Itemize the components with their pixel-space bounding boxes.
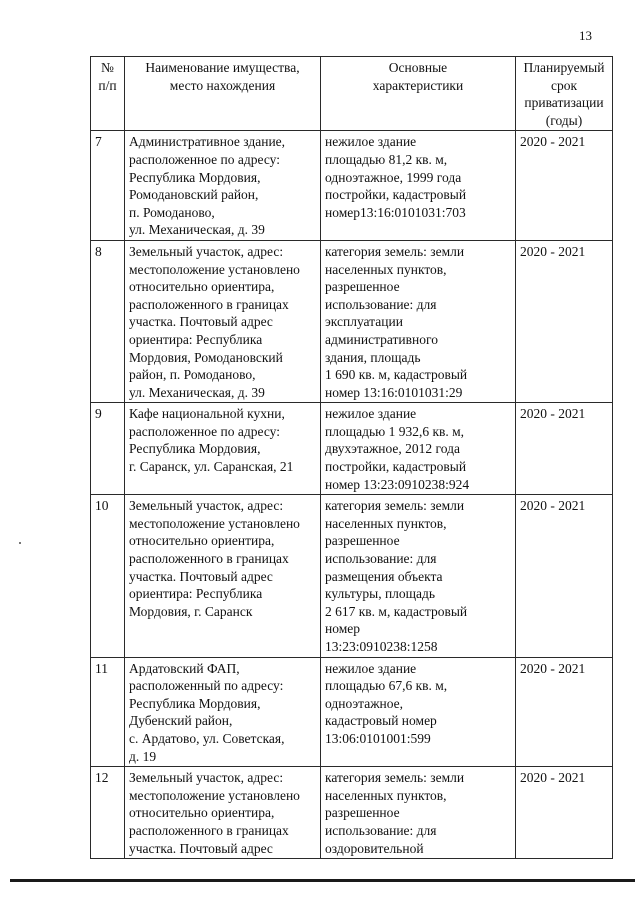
bottom-rule — [10, 879, 635, 882]
row-number: 8 — [91, 240, 125, 402]
text-line: ул. Механическая, д. 39 — [129, 222, 265, 238]
property-name-cell — [125, 495, 321, 657]
characteristics-cell — [321, 131, 516, 241]
text-line: номер 13:23:0910238:924 — [325, 476, 470, 492]
text-line: п. Ромоданово, — [129, 204, 215, 220]
text-line: использование: для — [325, 296, 437, 312]
text-line: расположенное по адресу: — [129, 151, 280, 167]
text-line: г. Саранск, ул. Саранская, 21 — [129, 459, 294, 475]
characteristics-cell — [321, 240, 516, 402]
header-name — [125, 57, 321, 131]
text-line: участка. Почтовый адрес — [129, 840, 273, 856]
text-line: населенных пунктов, — [325, 515, 447, 531]
text-line: (годы) — [545, 112, 583, 128]
text-line: место нахождения — [169, 77, 276, 93]
privatization-term-cell: 2020 - 2021 — [516, 767, 613, 859]
text-line: разрешенное — [325, 805, 400, 821]
text-line: Кафе национальной кухни, — [129, 406, 285, 422]
text-line: участка. Почтовый адрес — [129, 568, 273, 584]
page-number: 13 — [579, 28, 592, 43]
header-term — [516, 57, 613, 131]
text-line: эксплуатации — [325, 314, 403, 330]
property-table — [90, 56, 613, 859]
text-line: Ромодановский район, — [129, 187, 259, 203]
row-number: 10 — [91, 495, 125, 657]
text-line: категория земель: земли — [325, 243, 465, 259]
text-line: 1 690 кв. м, кадастровый — [325, 367, 468, 383]
text-line: использование: для — [325, 822, 437, 838]
privatization-term-cell: 2020 - 2021 — [516, 240, 613, 402]
privatization-term-cell: 2020 - 2021 — [516, 495, 613, 657]
text-line: номер 13:16:0101031:29 — [325, 384, 463, 400]
text-line: Республика Мордовия, — [129, 441, 261, 457]
margin-mark — [19, 542, 21, 544]
text-line: площадью 1 932,6 кв. м, — [325, 423, 465, 439]
text-line: расположенный по адресу: — [129, 678, 284, 694]
text-line: район, п. Ромоданово, — [129, 367, 256, 383]
table-row — [91, 767, 613, 859]
text-line: категория земель: земли — [325, 770, 465, 786]
text-line: постройки, кадастровый — [325, 187, 467, 203]
text-line: местоположение установлено — [129, 515, 300, 531]
text-line: Республика Мордовия, — [129, 695, 261, 711]
row-number: 7 — [91, 131, 125, 241]
text-line: расположенного в границах — [129, 551, 289, 567]
text-line: 13:06:0101001:599 — [325, 730, 431, 746]
text-line: здания, площадь — [325, 349, 421, 365]
text-line: Республика Мордовия, — [129, 169, 261, 185]
text-line: площадью 81,2 кв. м, — [325, 151, 448, 167]
header-num — [91, 57, 125, 131]
privatization-term-cell: 2020 - 2021 — [516, 657, 613, 767]
text-line: оздоровительной — [325, 840, 424, 856]
text-line: нежилое здание — [325, 134, 417, 150]
text-line: приватизации — [524, 95, 604, 111]
characteristics-cell — [321, 403, 516, 495]
text-line: постройки, кадастровый — [325, 459, 467, 475]
row-number: 9 — [91, 403, 125, 495]
text-line: разрешенное — [325, 279, 400, 295]
property-name-cell — [125, 240, 321, 402]
text-line: ориентира: Республика — [129, 586, 263, 602]
text-line: Мордовия, г. Саранск — [129, 603, 253, 619]
text-line: расположенного в границах — [129, 822, 289, 838]
text-line: д. 19 — [129, 748, 157, 764]
property-name-cell — [125, 767, 321, 859]
text-line: характеристики — [372, 77, 464, 93]
text-line: использование: для — [325, 551, 437, 567]
table-body — [91, 131, 613, 859]
characteristics-cell — [321, 657, 516, 767]
table-row — [91, 657, 613, 767]
row-number: 12 — [91, 767, 125, 859]
text-line: расположенное по адресу: — [129, 423, 280, 439]
text-line: населенных пунктов, — [325, 787, 447, 803]
table-header-row — [91, 57, 613, 131]
text-line: относительно ориентира, — [129, 533, 275, 549]
header-characteristics — [321, 57, 516, 131]
text-line: номер13:16:0101031:703 — [325, 204, 466, 220]
property-name-cell — [125, 403, 321, 495]
text-line: нежилое здание — [325, 406, 417, 422]
text-line: Земельный участок, адрес: — [129, 498, 284, 514]
text-line: одноэтажное, 1999 года — [325, 169, 462, 185]
text-line: населенных пунктов, — [325, 261, 447, 277]
property-name-cell — [125, 131, 321, 241]
text-line: Административное здание, — [129, 134, 286, 150]
text-line: Наименование имущества, — [145, 60, 300, 75]
text-line: кадастровый номер — [325, 713, 437, 729]
text-line: Земельный участок, адрес: — [129, 243, 284, 259]
characteristics-cell — [321, 767, 516, 859]
text-line: культуры, площадь — [325, 586, 436, 602]
text-line: Основные — [388, 60, 448, 75]
text-line: срок — [550, 77, 578, 93]
characteristics-cell — [321, 495, 516, 657]
text-line: Планируемый — [523, 60, 605, 75]
text-line: 13:23:0910238:1258 — [325, 639, 438, 654]
text-line: п/п — [98, 77, 117, 93]
text-line: Дубенский район, — [129, 713, 233, 729]
text-line: Мордовия, Ромодановский — [129, 349, 283, 365]
table-row — [91, 131, 613, 241]
text-line: нежилое здание — [325, 660, 417, 676]
text-line: ориентира: Республика — [129, 331, 263, 347]
text-line: площадью 67,6 кв. м, — [325, 678, 448, 694]
privatization-term-cell: 2020 - 2021 — [516, 403, 613, 495]
table-row — [91, 495, 613, 657]
text-line: категория земель: земли — [325, 498, 465, 514]
property-name-cell — [125, 657, 321, 767]
privatization-term-cell: 2020 - 2021 — [516, 131, 613, 241]
text-line: Земельный участок, адрес: — [129, 770, 284, 786]
text-line: двухэтажное, 2012 года — [325, 441, 460, 457]
text-line: местоположение установлено — [129, 261, 300, 277]
text-line: участка. Почтовый адрес — [129, 314, 273, 330]
text-line: разрешенное — [325, 533, 400, 549]
text-line: № — [101, 60, 114, 75]
text-line: административного — [325, 331, 438, 347]
text-line: одноэтажное, — [325, 695, 404, 711]
table-row — [91, 403, 613, 495]
text-line: местоположение установлено — [129, 787, 300, 803]
text-line: с. Ардатово, ул. Советская, — [129, 730, 285, 746]
text-line: номер — [325, 621, 361, 637]
text-line: относительно ориентира, — [129, 279, 275, 295]
text-line: 2 617 кв. м, кадастровый — [325, 603, 468, 619]
text-line: ул. Механическая, д. 39 — [129, 384, 265, 400]
table-row — [91, 240, 613, 402]
text-line: Ардатовский ФАП, — [129, 660, 240, 676]
text-line: размещения объекта — [325, 568, 443, 584]
text-line: расположенного в границах — [129, 296, 289, 312]
row-number: 11 — [91, 657, 125, 767]
text-line: относительно ориентира, — [129, 805, 275, 821]
